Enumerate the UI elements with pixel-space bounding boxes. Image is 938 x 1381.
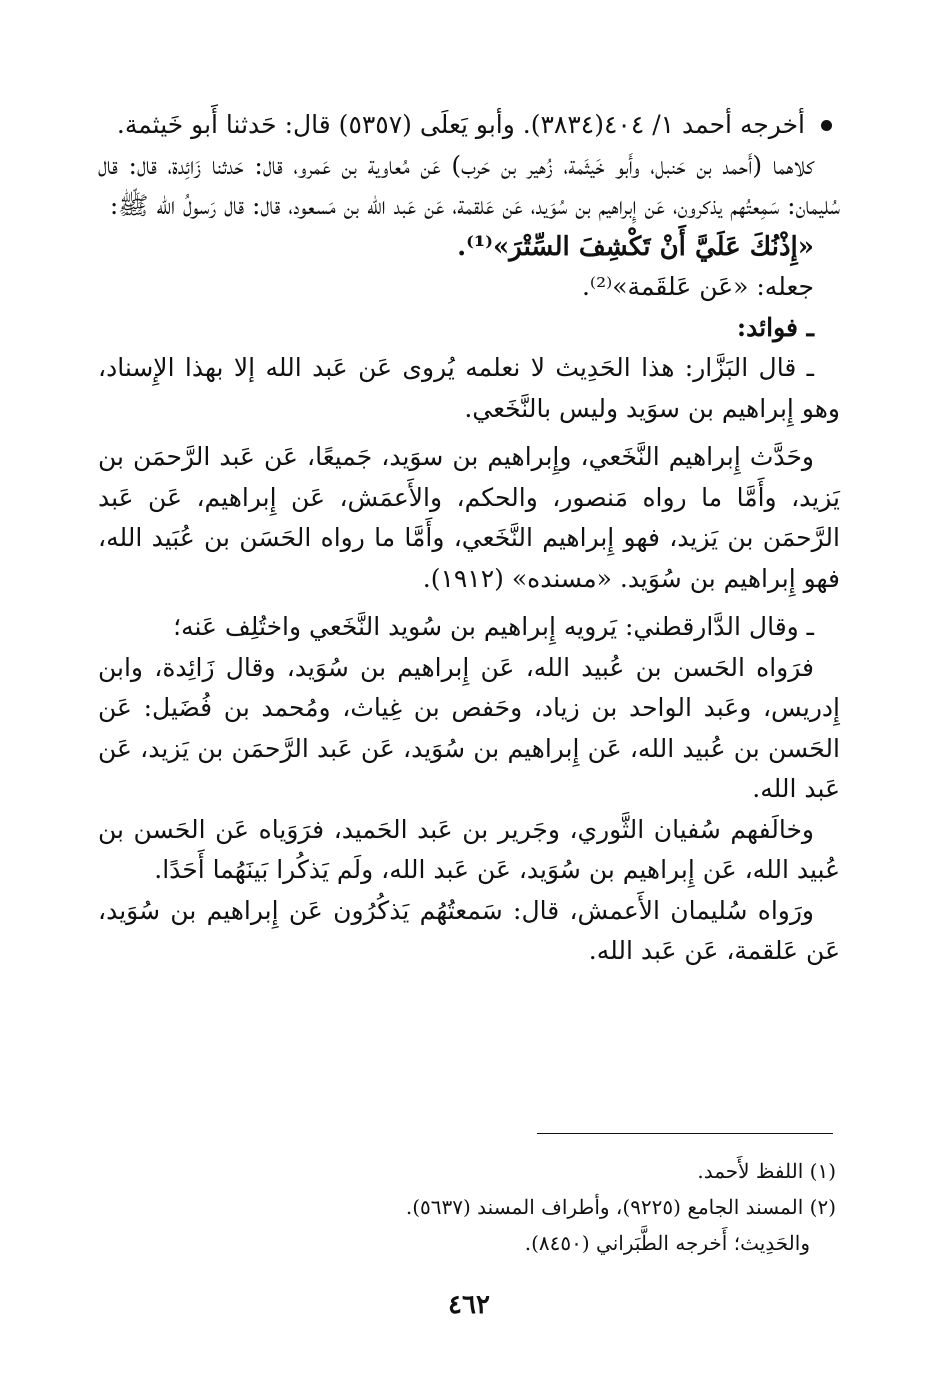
footnote-1: (١) اللفظ لأَحمد. [697,1159,836,1183]
bullet-line [98,105,840,146]
fawaid-heading: ـ فوائد: [736,312,814,342]
bullet-dot-icon [821,120,832,131]
page-body [98,105,840,972]
isnad-paragraph: كلاهما (أَحمد بن حَنبل، وأَبو خَيثَمة، زُهير بن حَرب) عَن مُعاوية بن عَمرو، قال: حَدثنا زَائِدة، قال: قال سُليمان: سَمِعتُهم يذكرون، عَن إِبراهيم بن سُوَيد، عَن عَلقمة، عَن عَبد الله بن مَسعود، قال: قال رَسولُ الله ﷺ: [98,150,840,220]
khalafahum-paragraph: وخالَفهم سُفيان الثَّوري، وجَرير بن عَبد الحَميد، فرَوَياه عَن الحَسن بن عُبيد الله، عَن إِبراهيم بن سُوَيد، عَن عَبد الله، ولَم يَذكُرا بَينَهُما أَحَدًا. [98,814,840,884]
hadith-text: «إِذْنُكَ عَلَيَّ أَنْ تَكْشِفَ السِّتْرَ»⁽¹⁾. [457,231,814,262]
takhrij-line: أخرجه أحمد ١/ ٤٠٤(٣٨٣٤). وأبو يَعلَى (٥٣٥٧) قال: حَدثنا أَبو خَيثمة. [116,110,805,139]
haddath-paragraph: وحَدَّث إِبراهيم النَّخَعي، وإِبراهيم بن سوَيد، جَميعًا، عَن عَبد الرَّحمَن بن يَزيد، وأَمَّا ما رواه مَنصور، والحكم، والأَعمَش، عَن إِبراهيم، عَن عَبد الرَّحمَن بن يَزيد، فهو إِبراهيم النَّخَعي، وأَمَّا ما رواه الحَسَن بن عُبَيد الله، فهو إِبراهيم بن سُوَيد. «مسنده» (١٩١٢). [98,442,840,593]
bazzar-paragraph: ـ قال البَزَّار: هذا الحَدِيث لا نعلمه يُروى عَن عَبد الله إلا بهذا الإِسناد، وهو إِبراهيم بن سوَيد وليس بالنَّخَعي. [98,353,840,423]
page-number: ٤٦٢ [448,1290,490,1320]
farawahu-paragraph: فرَواه الحَسن بن عُبيد الله، عَن إِبراهيم بن سُوَيد، وقال زَائِدة، وابن إِدريس، وعَبد الواحد بن زياد، وحَفص بن غِياث، ومُحمد بن فُضَيل: عَن الحَسن بن عُبيد الله، عَن إِبراهيم بن سُوَيد، عَن عَبد الرَّحمَن بن يَزيد، عَن عَبد الله. [98,652,840,803]
footnote-2-continuation: والحَدِيث؛ أَخرجه الطَّبَراني (٨٤٥٠). [524,1231,810,1255]
daraqutni-paragraph: ـ وقال الدَّارقطني: يَرويه إِبراهيم بن سُويد النَّخَعي واختُلِف عَنه؛ [173,612,814,641]
rawahu-paragraph: ورَواه سُليمان الأَعمش، قال: سَمعتُهُم يَذكُرُون عَن إِبراهيم بن سُوَيد، عَن عَلقمة، عَن عَبد الله. [98,895,840,965]
footnote-separator [537,1133,833,1134]
footnote-2: (٢) المسند الجامع (٩٢٢٥)، وأطراف المسند (٥٦٣٧). [405,1195,836,1219]
jaalahu-line: جعله: «عَن عَلقَمة»⁽²⁾. [581,272,814,301]
